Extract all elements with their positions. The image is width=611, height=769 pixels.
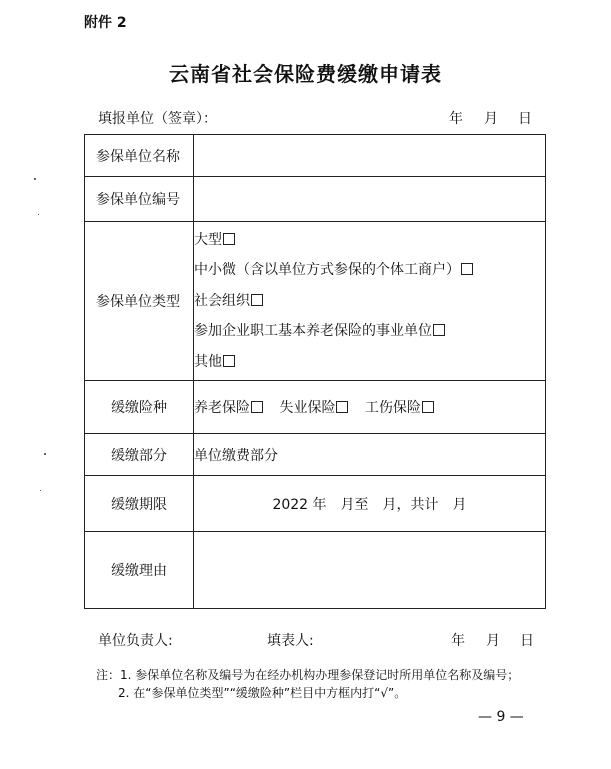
option-label: 工伤保险 xyxy=(364,400,421,416)
notes-section xyxy=(96,666,519,702)
form-title: 云南省社会保险费缓缴申请表 xyxy=(169,62,442,86)
sign-year-label: 年 xyxy=(451,633,465,649)
checkbox[interactable] xyxy=(251,401,263,413)
checkbox[interactable] xyxy=(336,401,348,413)
scan-speck xyxy=(40,490,41,491)
date-month-label: 月 xyxy=(484,111,498,127)
insurance-options xyxy=(194,381,546,434)
row-insurance xyxy=(85,381,546,434)
unit-name-field[interactable] xyxy=(194,135,546,177)
row-section xyxy=(85,434,546,476)
application-form-table xyxy=(84,134,546,609)
option-label: 参加企业职工基本养老保险的事业单位 xyxy=(194,323,432,340)
period-label: 缓缴期限 xyxy=(111,496,167,513)
row-reason xyxy=(85,532,546,609)
reason-field[interactable] xyxy=(194,532,546,609)
option-label: 失业保险 xyxy=(279,400,336,416)
option-label: 中小微（含以单位方式参保的个体工商户） xyxy=(194,262,460,279)
option-label: 社会组织 xyxy=(194,292,250,309)
row-unit-code xyxy=(85,177,546,222)
option-label: 大型 xyxy=(194,231,222,248)
unit-type-option-social-org xyxy=(194,286,545,317)
row-unit-type xyxy=(85,222,546,381)
insurance-label: 缓缴险种 xyxy=(111,400,167,416)
unit-type-options xyxy=(194,222,546,381)
unit-head-signature-label: 单位负责人: xyxy=(98,633,173,649)
sign-month-label: 月 xyxy=(486,633,500,649)
checkbox[interactable] xyxy=(461,263,473,275)
unit-type-option-other xyxy=(194,347,545,378)
unit-type-option-small xyxy=(194,255,545,286)
unit-code-label: 参保单位编号 xyxy=(96,192,180,208)
sign-day-label: 日 xyxy=(520,633,534,649)
page-number: — 9 — xyxy=(478,709,524,725)
checkbox[interactable] xyxy=(223,355,235,367)
attachment-label: 附件 2 xyxy=(84,15,127,31)
date-year-label: 年 xyxy=(449,111,463,127)
checkbox[interactable] xyxy=(223,233,235,245)
date-day-label: 日 xyxy=(518,111,532,127)
row-period xyxy=(85,476,546,532)
reason-label: 缓缴理由 xyxy=(111,563,167,579)
row-unit-name xyxy=(85,135,546,177)
scan-speck xyxy=(34,178,36,180)
checkbox[interactable] xyxy=(251,294,263,306)
section-label: 缓缴部分 xyxy=(111,447,167,464)
filler-person-signature-label: 填表人: xyxy=(267,633,314,649)
insurance-option-pension xyxy=(194,397,263,417)
checkbox[interactable] xyxy=(433,324,445,336)
unit-type-label: 参保单位类型 xyxy=(96,294,180,310)
checkbox[interactable] xyxy=(422,401,434,413)
note-line-1: 注：1. 参保单位名称及编号为在经办机构办理参保登记时所用单位名称及编号； xyxy=(96,668,520,682)
scan-speck xyxy=(38,214,39,215)
insurance-option-work-injury xyxy=(365,397,434,417)
filler-unit-label: 填报单位（签章）： xyxy=(98,111,217,127)
unit-code-field[interactable] xyxy=(194,177,546,222)
period-value[interactable]: 2022 年 月至 月，共计 月 xyxy=(194,476,546,532)
option-label: 其他 xyxy=(194,353,222,370)
unit-name-label: 参保单位名称 xyxy=(96,148,180,165)
scan-speck xyxy=(44,453,46,455)
section-value: 单位缴费部分 xyxy=(194,434,546,476)
unit-type-option-large xyxy=(194,225,545,256)
note-line-2: 2. 在“参保单位类型”“缓缴险种”栏目中方框内打“√”。 xyxy=(118,686,407,700)
insurance-option-unemployment xyxy=(279,397,348,417)
unit-type-option-public-institution xyxy=(194,316,545,347)
option-label: 养老保险 xyxy=(194,400,250,416)
